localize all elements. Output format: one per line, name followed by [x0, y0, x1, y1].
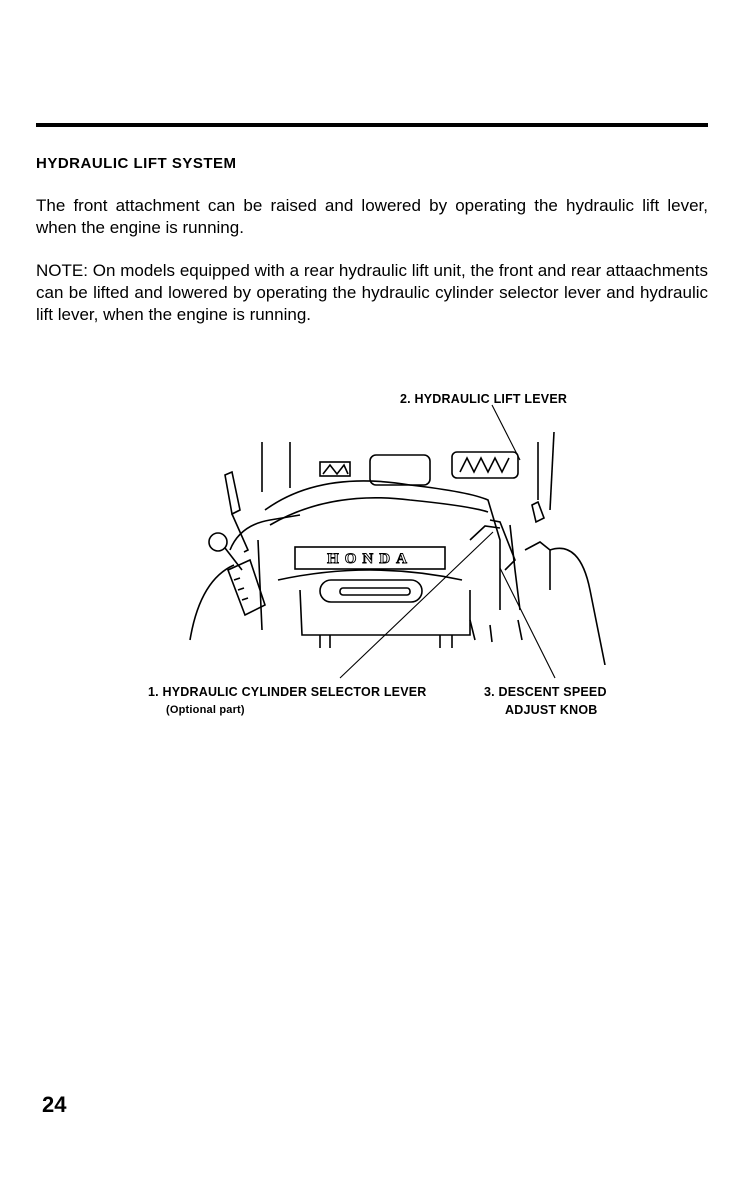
paragraph-intro: The front attachment can be raised and lowered by operating the hydraulic lift lever, when the engine is running.: [36, 196, 708, 237]
honda-plate-text: HONDA: [327, 551, 413, 567]
callout-optional-part: (Optional part): [166, 704, 245, 716]
section-heading: HYDRAULIC LIFT SYSTEM: [36, 155, 237, 172]
paragraph-note: NOTE: On models equipped with a rear hydraulic lift unit, the front and rear attaachments can be lifted and lowered by operating the hydraulic cylinder selector lever and hydraulic lift lever, when the engine is running.: [36, 261, 708, 324]
callout-adjust-knob: ADJUST KNOB: [505, 703, 598, 717]
callout-cylinder-selector-lever: 1. HYDRAULIC CYLINDER SELECTOR LEVER: [148, 685, 427, 699]
callout-descent-speed: 3. DESCENT SPEED: [484, 685, 607, 699]
page-number: 24: [42, 1092, 67, 1117]
callout-hydraulic-lift-lever: 2. HYDRAULIC LIFT LEVER: [400, 392, 568, 406]
